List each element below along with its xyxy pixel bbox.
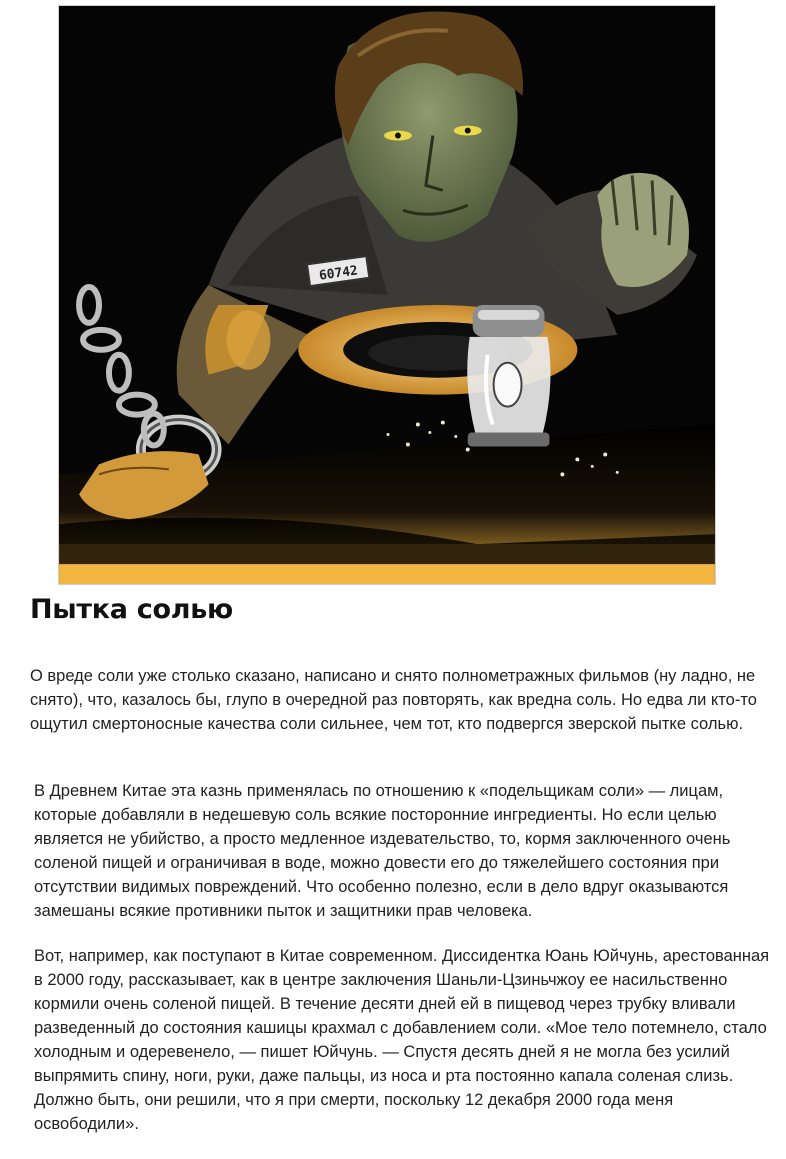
article-illustration bbox=[58, 5, 716, 585]
article-paragraph: В Древнем Китае эта казнь применялась по отношению к «подельщикам соли» — лицам, которые добавляли в недешевую соль всякие посторонние ингредиенты. Но если целью является не убийство, а просто медленное издевательство, то, кормя заключенного очень соленой пищей и ограничивая в воде, можно довести его до тяжелейшего состояния при отсутствии видимых повреждений. Что особенно полезно, если в дело вдруг оказываются замешаны всякие противники пыток и защитники прав человека. bbox=[34, 782, 731, 920]
prisoner-number: 60742 bbox=[318, 263, 359, 284]
salt-shaker bbox=[467, 305, 550, 447]
article-title: Пытка солью bbox=[30, 594, 233, 625]
article-paragraph: О вреде соли уже столько сказано, написано и снято полнометражных фильмов (ну ладно, не снято), что, казалось бы, глупо в очередной раз повторять, как вредна соль. Но едва ли кто-то ощутил смертоносные качества соли сильнее, чем тот, кто подвергся зверской пытке солью. bbox=[30, 667, 757, 733]
article-paragraph: Вот, например, как поступают в Китае современном. Диссидентка Юань Юйчунь, арестованная в 2000 году, рассказывает, как в центре заключения Шаньли-Цзиньчжоу ее насильственно кормили очень соленой пищей. В течение десяти дней ей в пищевод через трубку вливали разведенный до состояния кашицы крахмал с добавлением соли. «Мое тело потемнело, стало холодным и одеревенело, — пишет Юйчунь. — Спустя десять дней я не могла без усилий выпрямить спину, ноги, руки, даже пальцы, из носа и рта постоянно капала соленая слизь. Должно быть, они решили, что я при смерти, поскольку 12 декабря 2000 года меня освободили». bbox=[34, 947, 770, 1133]
prisoner-salt-illustration bbox=[59, 6, 715, 584]
